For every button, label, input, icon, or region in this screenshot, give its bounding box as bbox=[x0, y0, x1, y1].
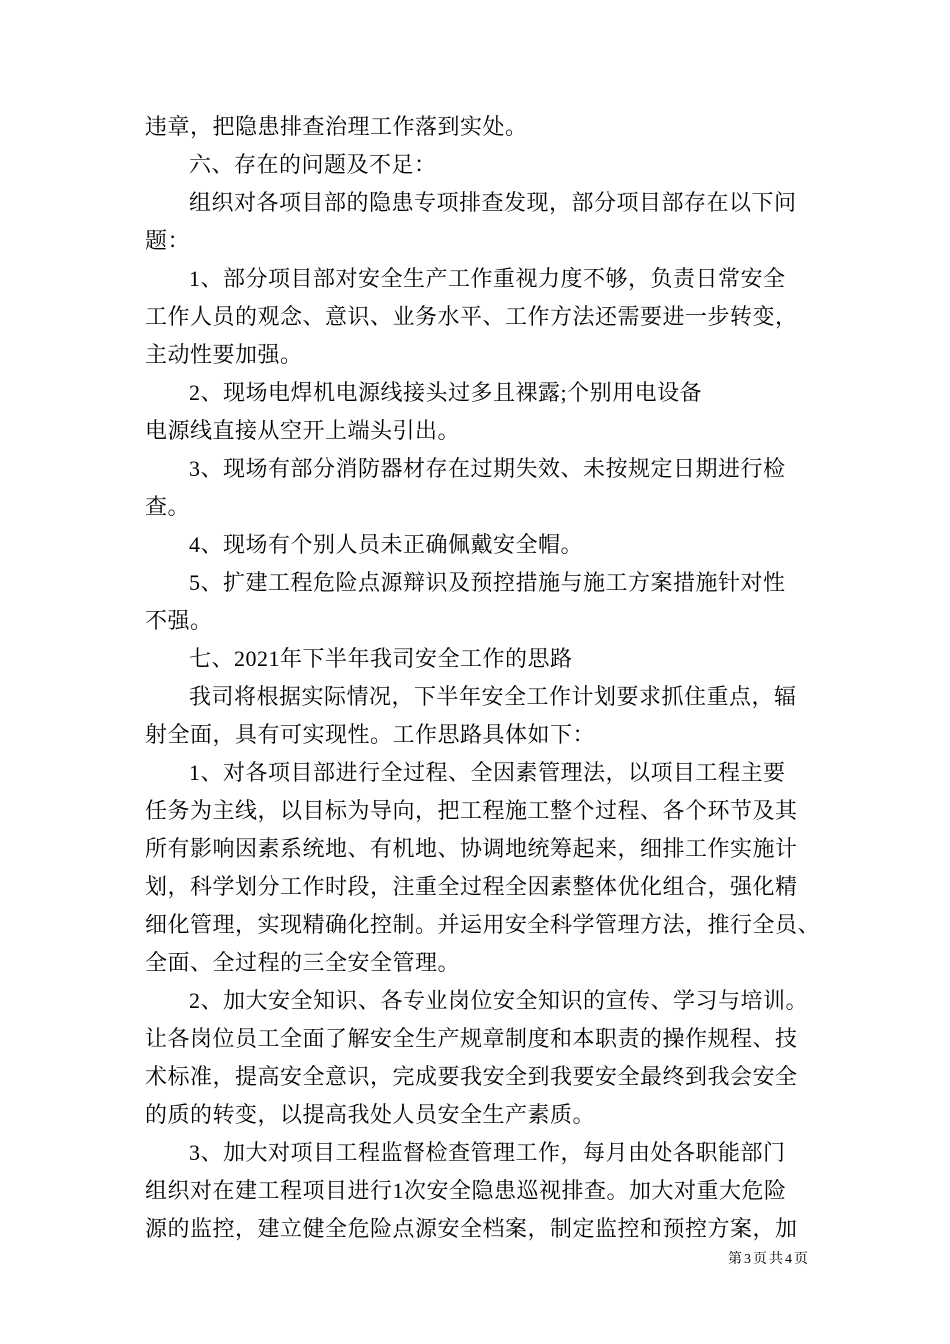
document-line: 电源线直接从空开上端头引出。 bbox=[145, 418, 461, 443]
document-line: 违章，把隐患排查治理工作落到实处。 bbox=[145, 114, 528, 139]
document-line: 让各岗位员工全面了解安全生产规章制度和本职责的操作规程、技 bbox=[145, 1026, 798, 1051]
document-line: 源的监控，建立健全危险点源安全档案，制定监控和预控方案，加 bbox=[145, 1216, 798, 1241]
document-line: 全面、全过程的三全安全管理。 bbox=[145, 950, 461, 975]
document-line: 六、存在的问题及不足： bbox=[189, 152, 437, 177]
document-line: 工作人员的观念、意识、业务水平、工作方法还需要进一步转变， bbox=[145, 304, 798, 329]
document-line: 组织对各项目部的隐患专项排查发现，部分项目部存在以下问 bbox=[189, 190, 797, 215]
document-line: 七、2021年下半年我司安全工作的思路 bbox=[189, 646, 573, 671]
page-footer bbox=[728, 1248, 810, 1268]
document-line: 2、现场电焊机电源线接头过多且裸露;个别用电设备 bbox=[189, 380, 703, 405]
document-line: 1、对各项目部进行全过程、全因素管理法，以项目工程主要 bbox=[189, 760, 786, 785]
document-line: 所有影响因素系统地、有机地、协调地统筹起来，细排工作实施计 bbox=[145, 836, 798, 861]
document-body bbox=[145, 108, 821, 1248]
document-line: 1、部分项目部对安全生产工作重视力度不够，负责日常安全 bbox=[189, 266, 786, 291]
page-number: 第3页共4页 bbox=[728, 1252, 810, 1267]
document-line: 术标准，提高安全意识，完成要我安全到我要安全最终到我会安全 bbox=[145, 1064, 798, 1089]
document-line: 不强。 bbox=[145, 608, 213, 633]
document-line: 划，科学划分工作时段，注重全过程全因素整体优化组合，强化精 bbox=[145, 874, 798, 899]
document-line: 3、加大对项目工程监督检查管理工作，每月由处各职能部门 bbox=[189, 1140, 786, 1165]
document-line: 3、现场有部分消防器材存在过期失效、未按规定日期进行检 bbox=[189, 456, 786, 481]
document-line: 4、现场有个别人员未正确佩戴安全帽。 bbox=[189, 532, 584, 557]
document-line: 任务为主线，以目标为导向，把工程施工整个过程、各个环节及其 bbox=[145, 798, 798, 823]
document-line: 射全面，具有可实现性。工作思路具体如下： bbox=[145, 722, 596, 747]
document-line: 我司将根据实际情况，下半年安全工作计划要求抓住重点，辐 bbox=[189, 684, 797, 709]
document-line: 2、加大安全知识、各专业岗位安全知识的宣传、学习与培训。 bbox=[189, 988, 809, 1013]
document-line: 题： bbox=[145, 228, 191, 253]
document-line: 主动性要加强。 bbox=[145, 342, 303, 367]
document-line: 的质的转变，以提高我处人员安全生产素质。 bbox=[145, 1102, 596, 1127]
document-line: 5、扩建工程危险点源辩识及预控措施与施工方案措施针对性 bbox=[189, 570, 786, 595]
document-line: 细化管理，实现精确化控制。并运用安全科学管理方法，推行全员、 bbox=[145, 912, 821, 937]
document-line: 组织对在建工程项目进行1次安全隐患巡视排查。加大对重大危险 bbox=[145, 1178, 787, 1203]
document-line: 查。 bbox=[145, 494, 191, 519]
